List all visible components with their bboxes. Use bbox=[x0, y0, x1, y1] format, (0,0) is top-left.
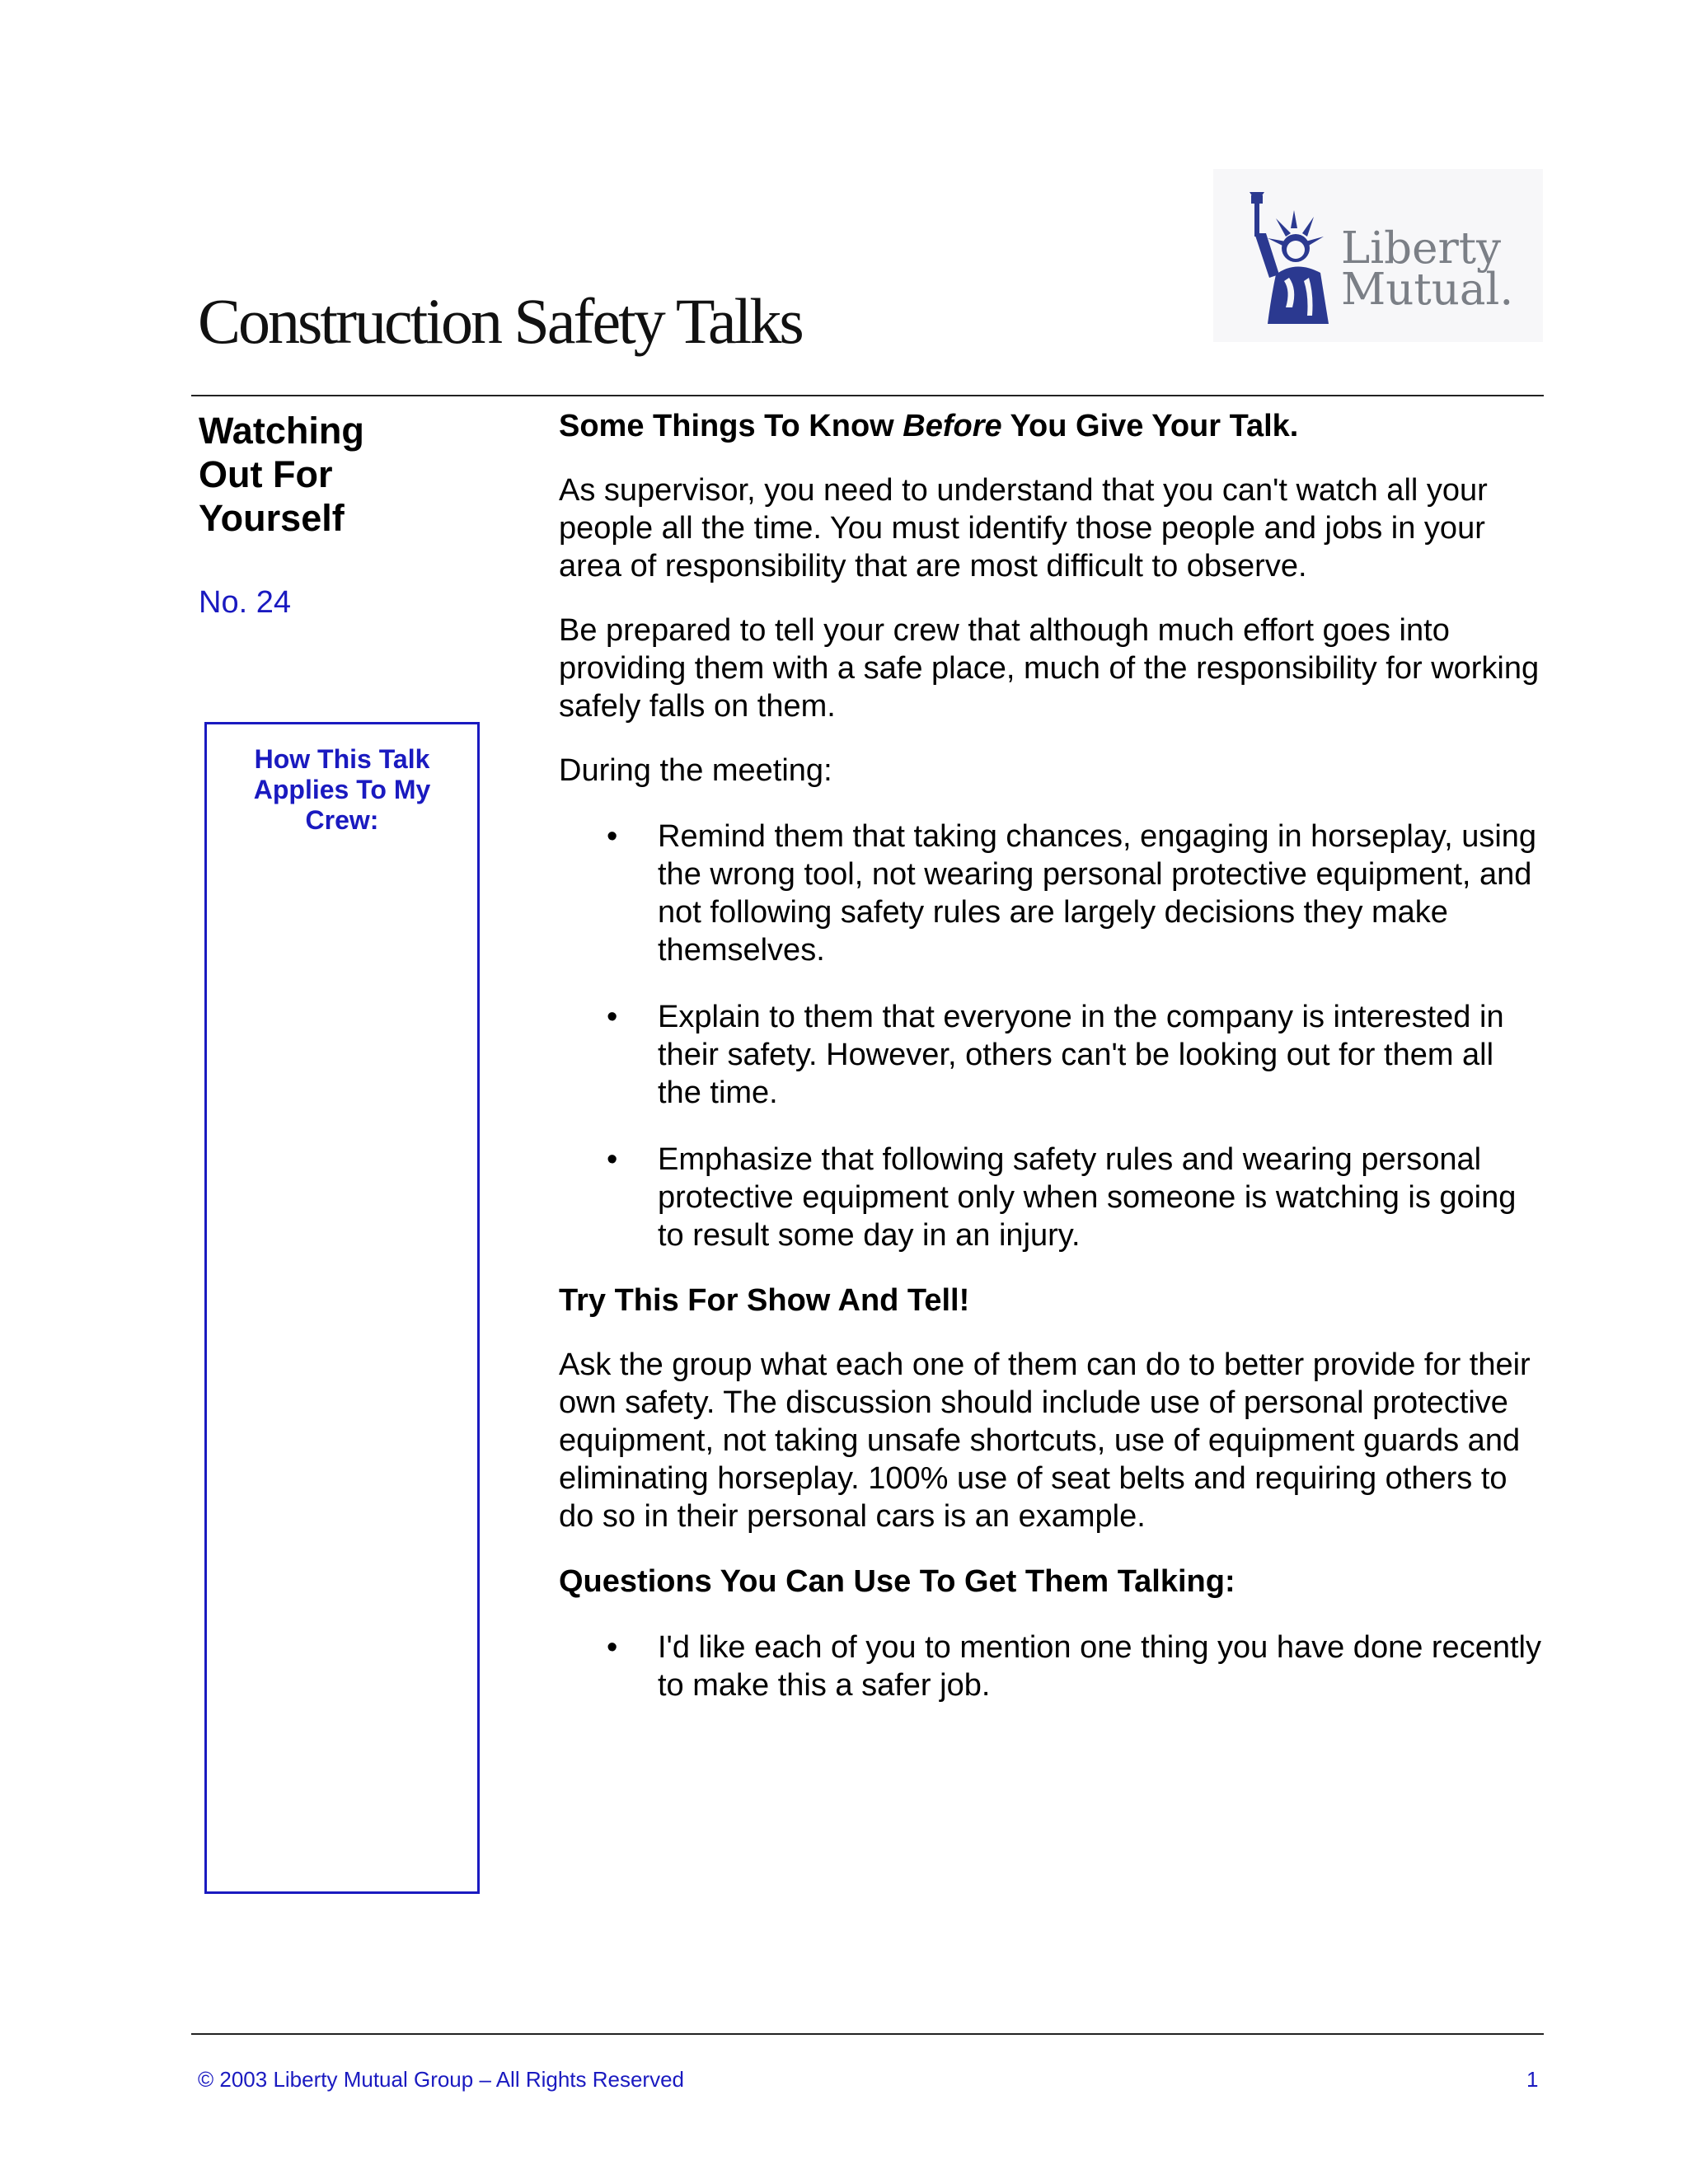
crew-notes-label-line: How This Talk bbox=[254, 744, 430, 774]
bullet-icon: • bbox=[607, 1000, 618, 1034]
bullet-icon: • bbox=[607, 819, 618, 854]
paragraph-prepared: Be prepared to tell your crew that although much effort goes into providing them with a safe place, much of the responsibility for working safely falls on them. bbox=[559, 613, 1540, 724]
section-heading-before-talk bbox=[559, 407, 1544, 445]
crew-notes-label-line: Applies To My bbox=[253, 775, 431, 804]
paragraph-ask-group: Ask the group what each one of them can do to better provide for their own safety. The discussion should include use of personal protective equipment, not taking unsafe shortcuts, use of equipment guards and eliminating horseplay. 100% use of seat belts and requiring others to do so in their personal cars is an example. bbox=[559, 1347, 1531, 1534]
crew-notes-label bbox=[207, 744, 477, 836]
section-heading-questions: Questions You Can Use To Get Them Talking: bbox=[559, 1564, 1236, 1599]
list-item bbox=[559, 818, 1544, 969]
heading-text: You Give Your Talk. bbox=[1001, 409, 1299, 443]
list-item-text: Explain to them that everyone in the company is interested in their safety. However, others can't be looking out for them all the time. bbox=[658, 1000, 1504, 1110]
main-content bbox=[559, 407, 1544, 1704]
meeting-bullet-list bbox=[559, 818, 1544, 1254]
footer-divider bbox=[191, 2033, 1544, 2035]
talk-title-line: Yourself bbox=[199, 497, 345, 539]
list-item bbox=[559, 998, 1544, 1112]
page-title: Construction Safety Talks bbox=[198, 285, 802, 357]
list-item bbox=[559, 1141, 1544, 1254]
liberty-mutual-logo bbox=[1213, 169, 1543, 342]
list-item-text: Emphasize that following safety rules and wearing personal protective equipment only when someone is watching is going to result some day in an injury. bbox=[658, 1142, 1517, 1253]
talk-title-line: Watching bbox=[199, 410, 364, 452]
section-heading-show-and-tell: Try This For Show And Tell! bbox=[559, 1283, 970, 1318]
list-item-text: Remind them that taking chances, engaging in horseplay, using the wrong tool, not wearing personal protective equipment, and not following safety rules are largely decisions they make themselves. bbox=[658, 819, 1537, 968]
questions-bullet-list bbox=[559, 1629, 1544, 1704]
paragraph-during-meeting: During the meeting: bbox=[559, 753, 832, 788]
list-item bbox=[559, 1629, 1544, 1704]
page-number: 1 bbox=[1526, 2067, 1539, 2092]
crew-notes-label-line: Crew: bbox=[305, 805, 379, 835]
logo-word-mutual: Mutual. bbox=[1341, 265, 1514, 315]
heading-text: Some Things To Know bbox=[559, 409, 903, 443]
logo-word-liberty: Liberty bbox=[1341, 223, 1502, 274]
paragraph-supervisor: As supervisor, you need to understand that you can't watch all your people all the time. You must identify those people and jobs in your area of responsibility that are most difficult to observe. bbox=[559, 473, 1488, 583]
talk-title-line: Out For bbox=[199, 453, 333, 495]
bullet-icon: • bbox=[607, 1142, 618, 1177]
bullet-icon: • bbox=[607, 1630, 618, 1665]
header-divider bbox=[191, 395, 1544, 396]
heading-emphasis: Before bbox=[903, 409, 1002, 443]
talk-title bbox=[199, 409, 364, 540]
list-item-text: I'd like each of you to mention one thing you have done recently to make this a safer job. bbox=[658, 1630, 1541, 1703]
statue-of-liberty-icon bbox=[1243, 192, 1350, 324]
copyright-notice: © 2003 Liberty Mutual Group – All Rights Reserved bbox=[198, 2067, 685, 2092]
crew-notes-box[interactable] bbox=[204, 722, 480, 1894]
talk-number: No. 24 bbox=[199, 585, 291, 620]
